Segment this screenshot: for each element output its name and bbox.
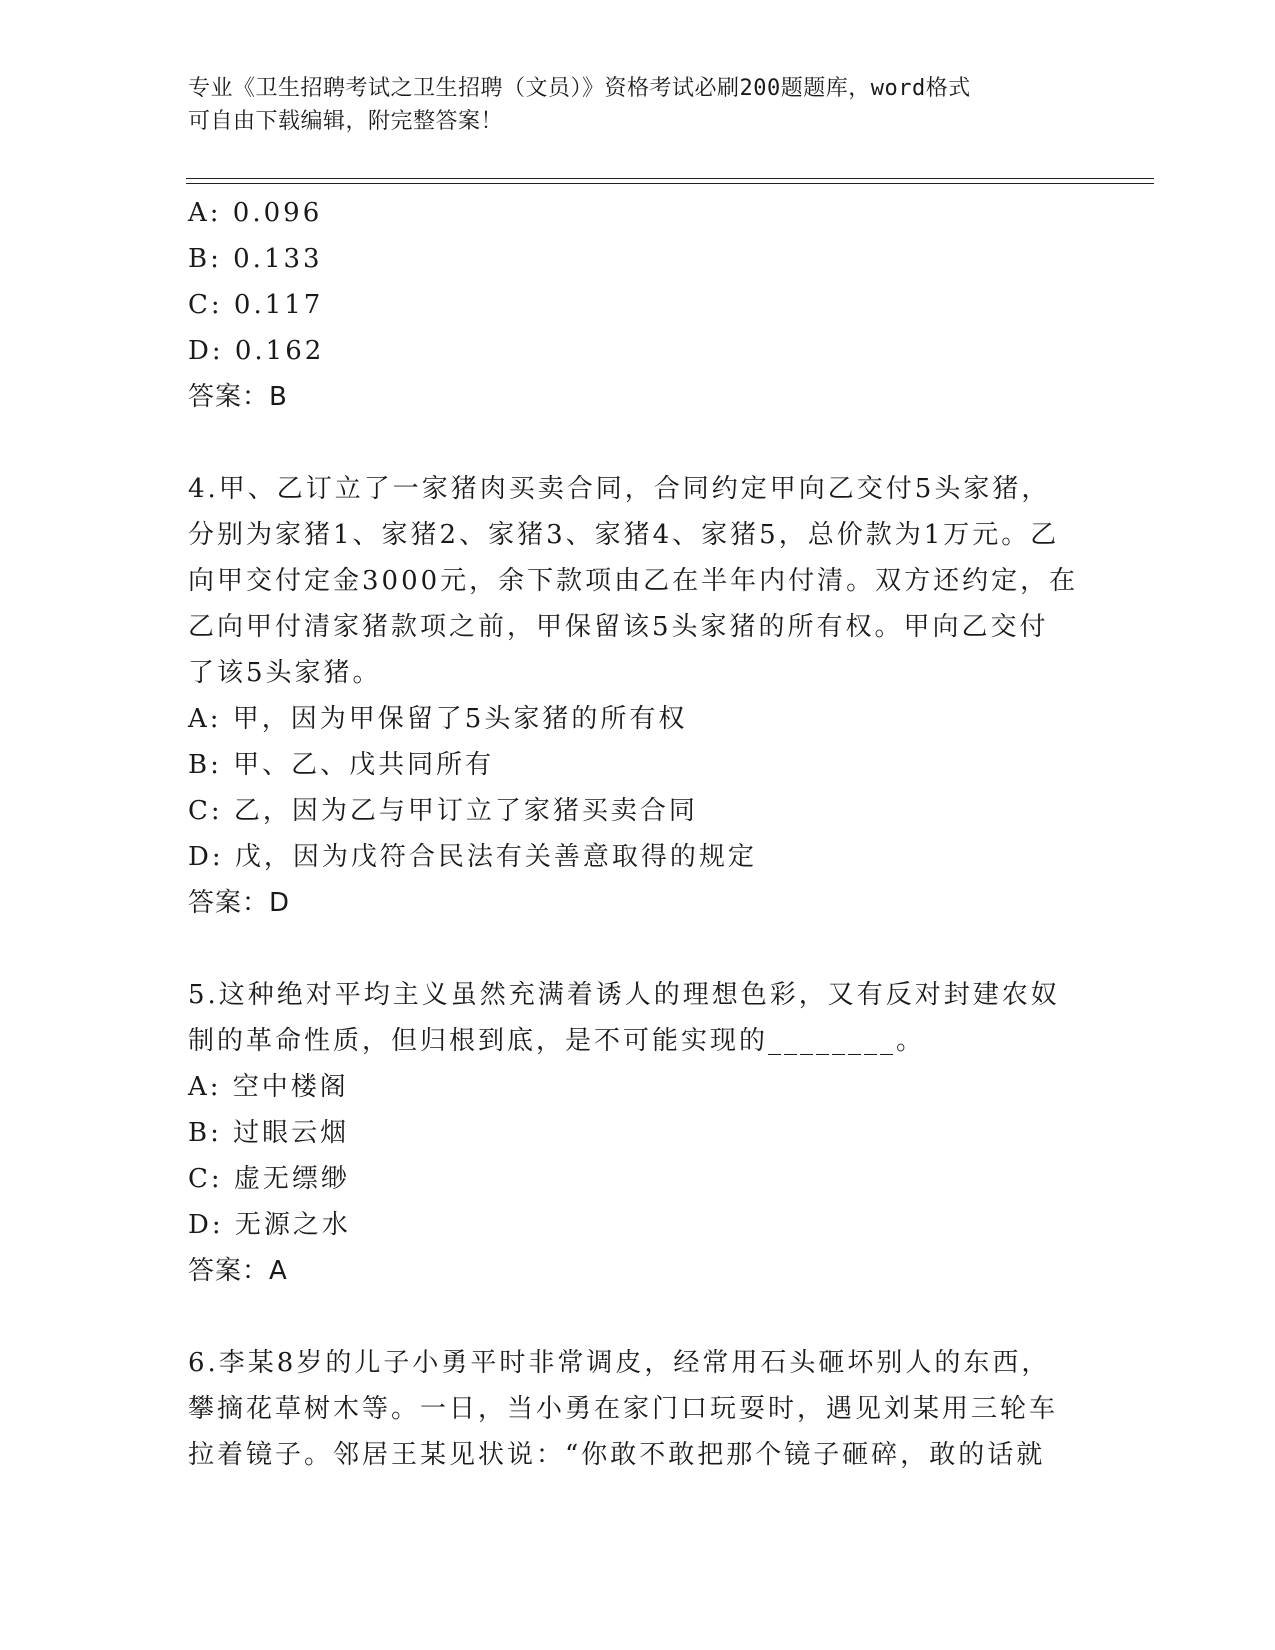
question-stem-line: 攀摘花草树木等。一日，当小勇在家门口玩耍时，遇见刘某用三轮车 — [188, 1394, 1059, 1424]
question-stem-line: 了该5头家猪。 — [188, 658, 382, 688]
question-stem-line: 6.李某8岁的儿子小勇平时非常调皮，经常用石头砸坏别人的东西， — [188, 1348, 1051, 1378]
option-a: A: 0.096 — [188, 198, 323, 228]
option-d: D: 0.162 — [188, 336, 325, 366]
question-3 — [188, 190, 1088, 420]
question-stem-line: 5.这种绝对平均主义虽然充满着诱人的理想色彩，又有反对封建农奴 — [188, 980, 1060, 1010]
option-a: A: 空中楼阁 — [188, 1072, 349, 1102]
option-d: D: 戊，因为戊符合民法有关善意取得的规定 — [188, 842, 757, 872]
option-d: D: 无源之水 — [188, 1210, 351, 1240]
option-c: C: 0.117 — [188, 290, 324, 320]
question-5 — [188, 972, 1088, 1294]
question-stem-line: 制的革命性质，但归根到底，是不可能实现的________。 — [188, 1026, 926, 1056]
question-stem-line: 向甲交付定金3000元，余下款项由乙在半年内付清。双方还约定，在 — [188, 566, 1079, 596]
answer: 答案：B — [188, 382, 288, 412]
header-line-1: 专业《卫生招聘考试之卫生招聘（文员）》资格考试必刷200题题库，word格式 — [188, 76, 971, 101]
answer: 答案：D — [188, 888, 291, 918]
header-line-2: 可自由下载编辑，附完整答案！ — [188, 109, 504, 134]
option-b: B: 甲、乙、戊共同所有 — [188, 750, 495, 780]
question-stem-line: 乙向甲付清家猪款项之前，甲保留该5头家猪的所有权。甲向乙交付 — [188, 612, 1049, 642]
option-a: A: 甲，因为甲保留了5头家猪的所有权 — [188, 704, 688, 734]
question-4 — [188, 466, 1088, 926]
question-6 — [188, 1340, 1088, 1478]
option-b: B: 0.133 — [188, 244, 323, 274]
answer: 答案：A — [188, 1256, 288, 1286]
header-divider-bottom — [186, 183, 1154, 184]
question-content — [188, 190, 1088, 1478]
question-stem-line: 4.甲、乙订立了一家猪肉买卖合同，合同约定甲向乙交付5头家猪， — [188, 474, 1051, 504]
option-c: C: 虚无缥缈 — [188, 1164, 350, 1194]
question-stem-line: 分别为家猪1、家猪2、家猪3、家猪4、家猪5，总价款为1万元。乙 — [188, 520, 1060, 550]
option-b: B: 过眼云烟 — [188, 1118, 350, 1148]
document-header — [188, 72, 1068, 138]
question-stem-line: 拉着镜子。邻居王某见状说：“你敢不敢把那个镜子砸碎，敢的话就 — [188, 1440, 1046, 1470]
header-divider-top — [186, 178, 1154, 179]
option-c: C: 乙，因为乙与甲订立了家猪买卖合同 — [188, 796, 698, 826]
